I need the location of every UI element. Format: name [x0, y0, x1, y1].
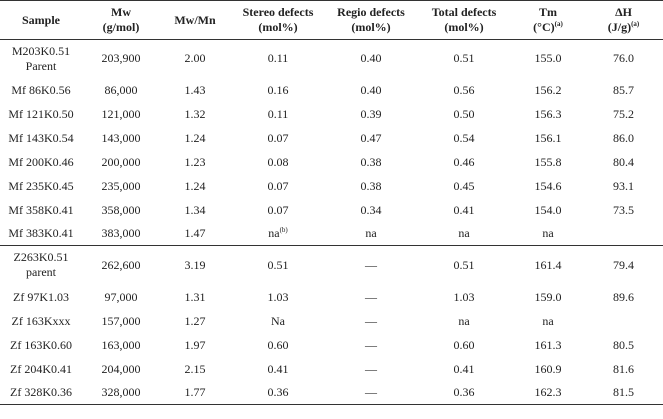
cell-delta-h [584, 222, 663, 246]
cell-total-defects: na [458, 226, 470, 241]
table-row [0, 150, 663, 174]
cell-sample: Z263K0.51 parent [0, 246, 82, 285]
cell-tm: 162.3 [512, 381, 584, 405]
cell-stereo-defects: 0.08 [267, 154, 289, 169]
cell-regio-defects: 0.34 [360, 202, 382, 217]
cell-sample: Zf 97K1.03 [13, 289, 69, 304]
cell-sample: Mf 383K0.41 [8, 226, 74, 241]
cell-delta-h: 80.4 [613, 154, 634, 169]
header-mw-mn: Mw/Mn [160, 1, 230, 40]
header-mw: Mw (g/mol) [82, 1, 160, 40]
cell-tm: na [542, 313, 554, 328]
cell-mw: 200,000 [101, 154, 141, 169]
cell-delta-h [584, 309, 663, 333]
cell-tm: 156.1 [534, 130, 562, 145]
cell-stereo-defects: 0.07 [267, 202, 289, 217]
cell-stereo-defects: 0.16 [267, 82, 289, 97]
cell-total-defects: 0.54 [453, 130, 475, 145]
cell-mw: 204,000 [101, 361, 141, 376]
header-sample: Sample [0, 1, 82, 40]
cell-mw-mn: 2.15 [184, 361, 206, 376]
cell-tm: 155.0 [534, 51, 562, 66]
cell-tm: 159.0 [534, 289, 562, 304]
cell-mw: 262,600 [82, 246, 160, 285]
cell-mw: 163,000 [101, 337, 141, 352]
cell-total-defects: 0.46 [453, 154, 475, 169]
cell-regio-defects: 0.39 [360, 106, 382, 121]
cell-total-defects: 0.41 [453, 202, 475, 217]
cell-mw: 157,000 [101, 313, 141, 328]
table-body [0, 40, 663, 405]
cell-sample: Mf 235K0.45 [8, 178, 74, 193]
table-row [0, 78, 663, 102]
cell-stereo-defects: 0.07 [267, 178, 289, 193]
cell-regio-defects: — [365, 289, 377, 304]
cell-delta-h: 81.6 [613, 361, 634, 376]
cell-sample: Zf 328K0.36 [0, 381, 82, 405]
cell-mw: 328,000 [82, 381, 160, 405]
cell-regio-defects: 0.47 [360, 130, 382, 145]
table-header-row [0, 1, 663, 40]
header-regio-defects: Regio defects (mol%) [326, 1, 416, 40]
cell-stereo-defects: 1.03 [267, 289, 289, 304]
cell-mw: 97,000 [104, 289, 138, 304]
cell-regio-defects: — [365, 337, 377, 352]
cell-mw: 143,000 [101, 130, 141, 145]
table-row [0, 222, 663, 246]
cell-sample: Mf 86K0.56 [11, 82, 71, 97]
cell-mw-mn: 1.77 [160, 381, 230, 405]
cell-mw: 86,000 [104, 82, 138, 97]
cell-total-defects: 0.41 [453, 361, 475, 376]
cell-regio-defects: — [365, 361, 377, 376]
table-row [0, 357, 663, 381]
cell-mw-mn: 1.47 [184, 226, 206, 241]
table-row [0, 102, 663, 126]
table-row [0, 40, 663, 78]
cell-stereo-defects: Na [271, 313, 285, 328]
table-row [0, 285, 663, 309]
cell-total-defects: 0.51 [453, 51, 475, 66]
cell-total-defects: 0.56 [453, 82, 475, 97]
cell-delta-h: 80.5 [613, 337, 634, 352]
cell-delta-h: 86.0 [613, 130, 634, 145]
cell-mw: 121,000 [101, 106, 141, 121]
table-row [0, 333, 663, 357]
cell-mw: 235,000 [101, 178, 141, 193]
cell-total-defects: 0.51 [416, 246, 512, 285]
cell-stereo-defects: 0.11 [267, 51, 289, 66]
cell-tm: 160.9 [534, 361, 562, 376]
cell-mw-mn: 3.19 [160, 246, 230, 285]
table-row [0, 174, 663, 198]
cell-mw-mn: 1.34 [184, 202, 206, 217]
header-total-defects: Total defects (mol%) [416, 1, 512, 40]
cell-delta-h: 79.4 [584, 246, 663, 285]
cell-sample: Mf 358K0.41 [8, 202, 74, 217]
table-row [0, 198, 663, 222]
cell-total-defects: na [458, 313, 470, 328]
cell-tm: 156.3 [534, 106, 562, 121]
cell-delta-h: 73.5 [613, 202, 634, 217]
cell-regio-defects: 0.38 [360, 154, 382, 169]
cell-sample: M203K0.51 Parent [11, 43, 71, 73]
cell-tm: 155.8 [534, 154, 562, 169]
cell-mw-mn: 1.31 [184, 289, 206, 304]
cell-stereo-defects: 0.41 [267, 361, 289, 376]
cell-mw: 358,000 [101, 202, 141, 217]
table-row [0, 246, 663, 285]
cell-mw-mn: 1.97 [184, 337, 206, 352]
cell-regio-defects: 0.38 [360, 178, 382, 193]
cell-sample: Zf 163K0.60 [10, 337, 72, 352]
header-tm: Tm $(^\circ C)^{(a)}$ [512, 1, 584, 40]
cell-stereo-defects: $na^{(b)}$ [268, 226, 288, 241]
cell-tm: 161.4 [512, 246, 584, 285]
cell-total-defects: 0.50 [453, 106, 475, 121]
cell-stereo-defects: 0.11 [267, 106, 289, 121]
cell-mw-mn: 2.00 [184, 51, 206, 66]
cell-mw-mn: 1.24 [184, 130, 206, 145]
cell-delta-h: 81.5 [584, 381, 663, 405]
cell-mw-mn: 1.32 [184, 106, 206, 121]
cell-stereo-defects: 0.60 [267, 337, 289, 352]
cell-sample: Zf 204K0.41 [10, 361, 72, 376]
cell-total-defects: 0.36 [416, 381, 512, 405]
cell-mw-mn: 1.24 [184, 178, 206, 193]
table-row [0, 381, 663, 405]
cell-stereo-defects: 0.07 [267, 130, 289, 145]
cell-mw-mn: 1.43 [184, 82, 206, 97]
cell-total-defects: 0.45 [453, 178, 475, 193]
header-stereo-defects: Stereo defects (mol%) [230, 1, 326, 40]
cell-delta-h: 93.1 [613, 178, 634, 193]
cell-total-defects: 1.03 [453, 289, 475, 304]
cell-sample: Mf 143K0.54 [8, 130, 74, 145]
cell-regio-defects: — [326, 381, 416, 405]
cell-sample: Mf 200K0.46 [8, 154, 74, 169]
cell-regio-defects: — [365, 313, 377, 328]
cell-stereo-defects: 0.51 [230, 246, 326, 285]
cell-tm: 154.6 [534, 178, 562, 193]
cell-mw-mn: 1.23 [184, 154, 206, 169]
cell-delta-h: 75.2 [613, 106, 634, 121]
cell-tm: 154.0 [534, 202, 562, 217]
cell-tm: na [542, 226, 554, 241]
cell-stereo-defects: 0.36 [230, 381, 326, 405]
cell-sample: Mf 121K0.50 [8, 106, 74, 121]
cell-delta-h: 76.0 [613, 51, 634, 66]
cell-delta-h: 89.6 [613, 289, 634, 304]
table-row [0, 309, 663, 333]
cell-mw-mn: 1.27 [184, 313, 206, 328]
cell-mw: 383,000 [101, 226, 141, 241]
cell-regio-defects: — [326, 246, 416, 285]
cell-sample: Zf 163Kxxx [11, 313, 71, 328]
cell-tm: 156.2 [534, 82, 562, 97]
cell-regio-defects: na [365, 226, 377, 241]
cell-mw: 203,900 [101, 51, 141, 66]
cell-total-defects: 0.60 [453, 337, 475, 352]
cell-regio-defects: 0.40 [360, 51, 382, 66]
cell-tm: 161.3 [534, 337, 562, 352]
cell-regio-defects: 0.40 [360, 82, 382, 97]
header-delta-h: ΔH $(J/g)^{(a)}$ [584, 1, 663, 40]
table-row [0, 126, 663, 150]
cell-delta-h: 85.7 [613, 82, 634, 97]
